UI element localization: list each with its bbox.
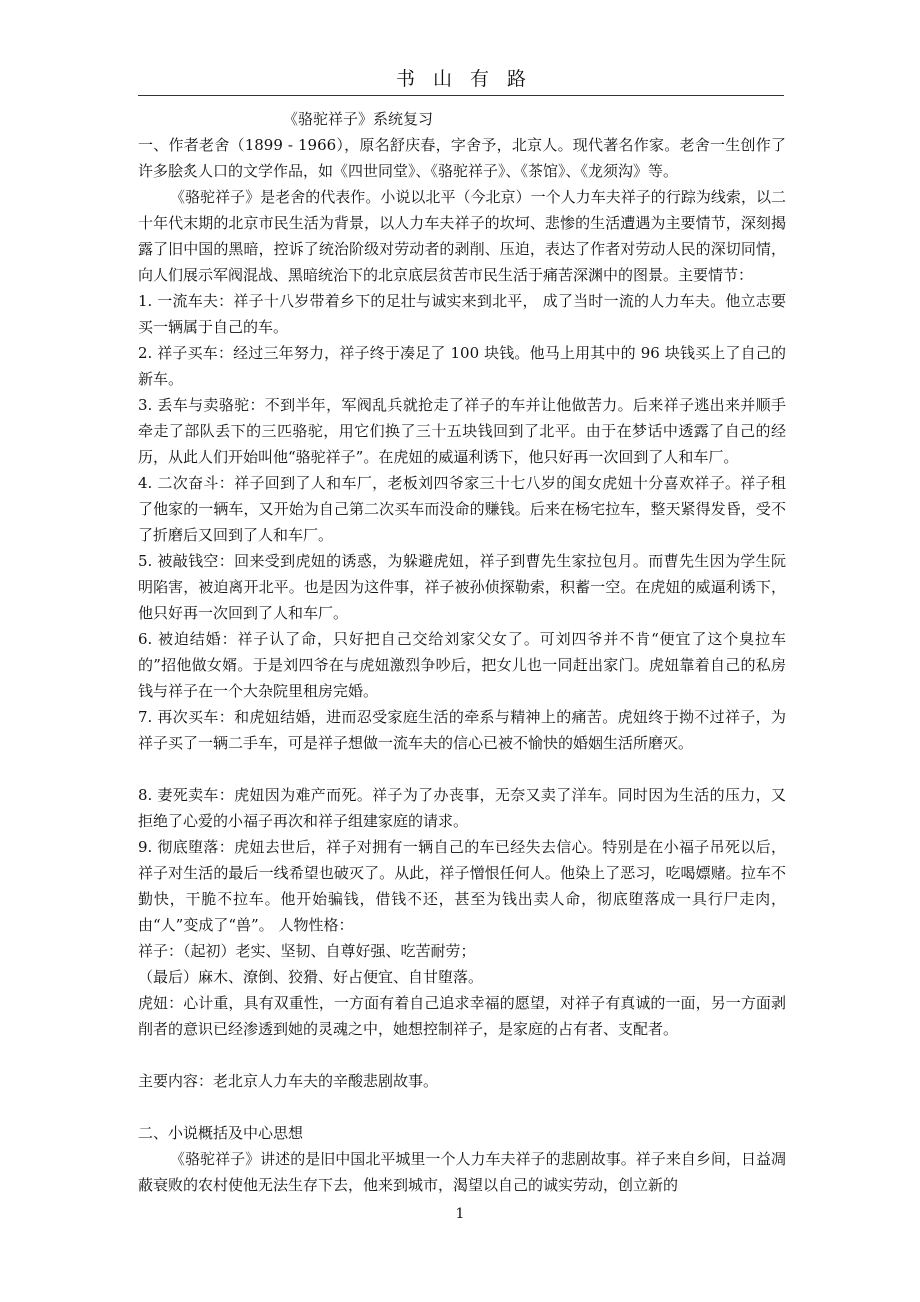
header-rule <box>138 95 784 96</box>
spacer <box>138 1094 786 1120</box>
plot-item: 3. 丢车与卖骆驼：不到半年，军阀乱兵就抢走了祥子的车并让他做苦力。后来祥子逃出来并顺手牵走了部队丢下的三匹骆驼，用它们换了三十五块钱回到了北平。由于在梦话中透露了自己的经历，从此人们开始叫他“骆驼祥子”。在虎妞的威逼利诱下，他只好再一次回到了人和车厂。 <box>138 396 786 466</box>
plot-item: 5. 被敲钱空：回来受到虎妞的诱惑，为躲避虎妞，祥子到曹先生家拉包月。而曹先生因为学生阮明陷害，被迫离开北平。也是因为这件事，祥子被孙侦探勒索，积蓄一空。在虎妞的威逼利诱下，他只好再一次回到了人和车厂。 <box>138 552 786 622</box>
character-xiangzi-late: （最后）麻木、潦倒、狡猾、好占便宜、自甘堕落。 <box>138 968 484 986</box>
plot-item: 6. 被迫结婚：祥子认了命，只好把自己交给刘家父女了。可刘四爷并不肯“便宜了这个臭拉车的”招他做女婿。于是刘四爷在与虎妞激烈争吵后，把女儿也一同赶出家门。虎妞靠着自己的私房钱与祥子在一个大杂院里租房完婚。 <box>138 630 786 700</box>
plot-item: 4. 二次奋斗：祥子回到了人和车厂，老板刘四爷家三十七八岁的闺女虎妞十分喜欢祥子。祥子租了他家的一辆车，又开始为自己第二次买车而没命的赚钱。后来在杨宅拉车，整天紧得发昏，受不了折磨后又回到了人和车厂。 <box>138 474 786 544</box>
section2-heading: 二、小说概括及中心思想 <box>138 1124 304 1142</box>
document-title: 《骆驼祥子》系统复习 <box>283 110 434 128</box>
page-header-title: 书山有路 <box>395 68 544 90</box>
section1-author-paragraph: 一、作者老舍（1899 - 1966），原名舒庆春，字舍予，北京人。现代著名作家。老舍一生创作了许多脍炙人口的文学作品，如《四世同堂》、《骆驼祥子》、《茶馆》、《龙须沟》等。 <box>138 136 786 180</box>
plot-item: 9. 彻底堕落：虎妞去世后，祥子对拥有一辆自己的车已经失去信心。特别是在小福子吊死以后，祥子对生活的最后一线希望也破灭了。从此，祥子憎恨任何人。他染上了恶习，吃喝嫖赌。拉车不勤快，干脆不拉车。他开始骗钱，借钱不还，甚至为钱出卖人命，彻底堕落成一具行尸走肉，由“人”变成了“兽”。 人物性格： <box>138 838 786 934</box>
page-number: 1 <box>455 1206 465 1222</box>
plot-item: 8. 妻死卖车：虎妞因为难产而死。祥子为了办丧事，无奈又卖了洋车。同时因为生活的压力，又拒绝了心爱的小福子再次和祥子组建家庭的请求。 <box>138 786 786 830</box>
main-content-line: 主要内容：老北京人力车夫的辛酸悲剧故事。 <box>138 1072 439 1090</box>
character-xiangzi-early: 祥子：（起初）老实、坚韧、自尊好强、吃苦耐劳； <box>138 942 476 960</box>
section1-summary-paragraph: 《骆驼祥子》是老舍的代表作。小说以北平（今北京）一个人力车夫祥子的行踪为线索，以二十年代末期的北京市民生活为背景，以人力车夫祥子的坎坷、悲惨的生活遭遇为主要情节，深刻揭露了旧中国的黑暗，控诉了统治阶级对劳动者的剥削、压迫，表达了作者对劳动人民的深切同情，向人们展示军阀混战、黑暗统治下的北京底层贫苦市民生活于痛苦深渊中的图景。主要情节： <box>138 188 786 284</box>
plot-item: 7. 再次买车：和虎妞结婚，进而忍受家庭生活的牵系与精神上的痛苦。虎妞终于拗不过祥子，为祥子买了一辆二手车，可是祥子想做一流车夫的信心已被不愉快的婚姻生活所磨灭。 <box>138 708 786 752</box>
plot-item: 1. 一流车夫：祥子十八岁带着乡下的足壮与诚实来到北平， 成了当时一流的人力车夫。他立志要买一辆属于自己的车。 <box>138 292 786 336</box>
section2-paragraph: 《骆驼祥子》讲述的是旧中国北平城里一个人力车夫祥子的悲剧故事。祥子来自乡间，日益凋蔽衰败的农村使他无法生存下去，他来到城市，渴望以自己的诚实劳动，创立新的 <box>138 1150 786 1194</box>
spacer <box>138 756 786 782</box>
document-body <box>138 106 786 1198</box>
spacer <box>138 1042 786 1068</box>
plot-item: 2. 祥子买车：经过三年努力，祥子终于凑足了 100 块钱。他马上用其中的 96 块钱买上了自己的新车。 <box>138 344 786 388</box>
character-huniu: 虎妞：心计重，具有双重性，一方面有着自己追求幸福的愿望，对祥子有真诚的一面，另一方面剥削者的意识已经渗透到她的灵魂之中，她想控制祥子，是家庭的占有者、支配者。 <box>138 994 786 1038</box>
